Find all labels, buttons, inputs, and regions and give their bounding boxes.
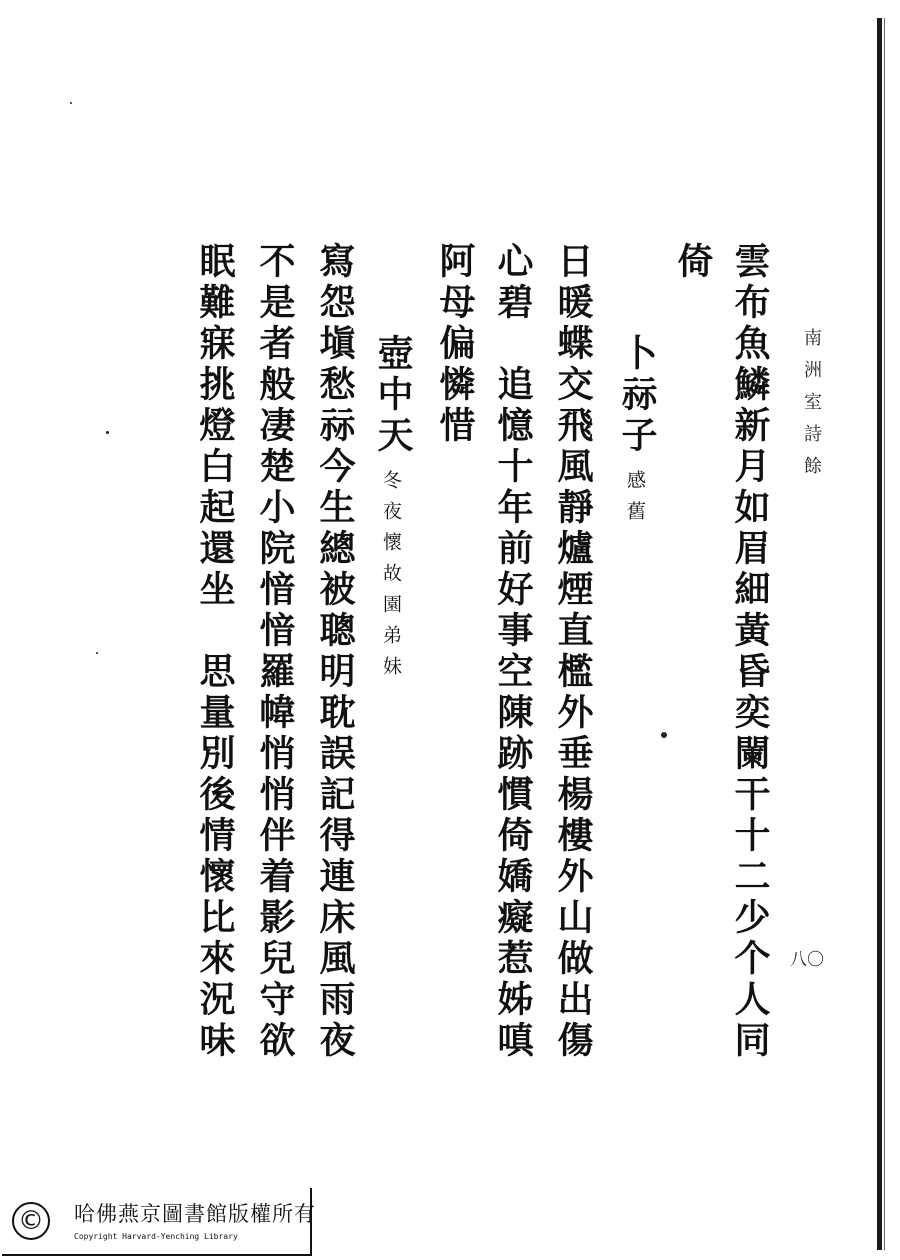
poem3-line-3: 眠難寐挑燈白起還坐 思量別後情懷比來況味 xyxy=(194,242,236,1062)
page-edge-rule-thin xyxy=(884,18,885,1250)
poem2-line-3: 阿母偏憐惜 xyxy=(434,242,476,447)
poem1-line-1: 雲布魚鱗新月如眉細黃昏奕闌干十二少个人同 xyxy=(729,242,771,1062)
poem3-line-1: 寫怨塡愁祘今生總被聰明耽誤記得連床風雨夜 xyxy=(314,242,356,1062)
page-edge-rule xyxy=(877,18,882,1250)
poem2-subtitle: 感舊 xyxy=(624,470,646,532)
poem3-line-2: 不是者般凄楚小院愔愔羅幃悄悄伴着影兒守欲 xyxy=(254,242,296,1062)
page-number: 八〇 xyxy=(790,950,824,970)
poem1-line-2: 倚 xyxy=(672,242,714,283)
poem3-subtitle: 冬夜懷故園弟妹 xyxy=(380,470,402,687)
poem3-tune-title: 壺中天 xyxy=(372,334,414,457)
copyright-holder: 哈佛燕京圖書館版權所有 xyxy=(74,1202,316,1226)
running-head: 南洲室詩餘 xyxy=(801,328,822,488)
ink-speck xyxy=(96,652,98,654)
ink-speck xyxy=(70,102,72,104)
copyright-icon: © xyxy=(12,1202,50,1240)
poem2-tune-title: 卜祘子 xyxy=(616,334,658,457)
ink-speck xyxy=(661,732,667,738)
poem2-line-1: 日暖蝶交飛風靜爐煙直檻外垂楊樓外山做出傷 xyxy=(552,242,594,1062)
ink-speck xyxy=(106,431,109,434)
copyright-stamp xyxy=(2,1188,316,1256)
copyright-english: Copyright Harvard-Yenching Library xyxy=(74,1232,238,1241)
poem2-line-2: 心碧 追憶十年前好事空陳跡慣倚嬌癡惹姊嗔 xyxy=(492,242,534,1062)
